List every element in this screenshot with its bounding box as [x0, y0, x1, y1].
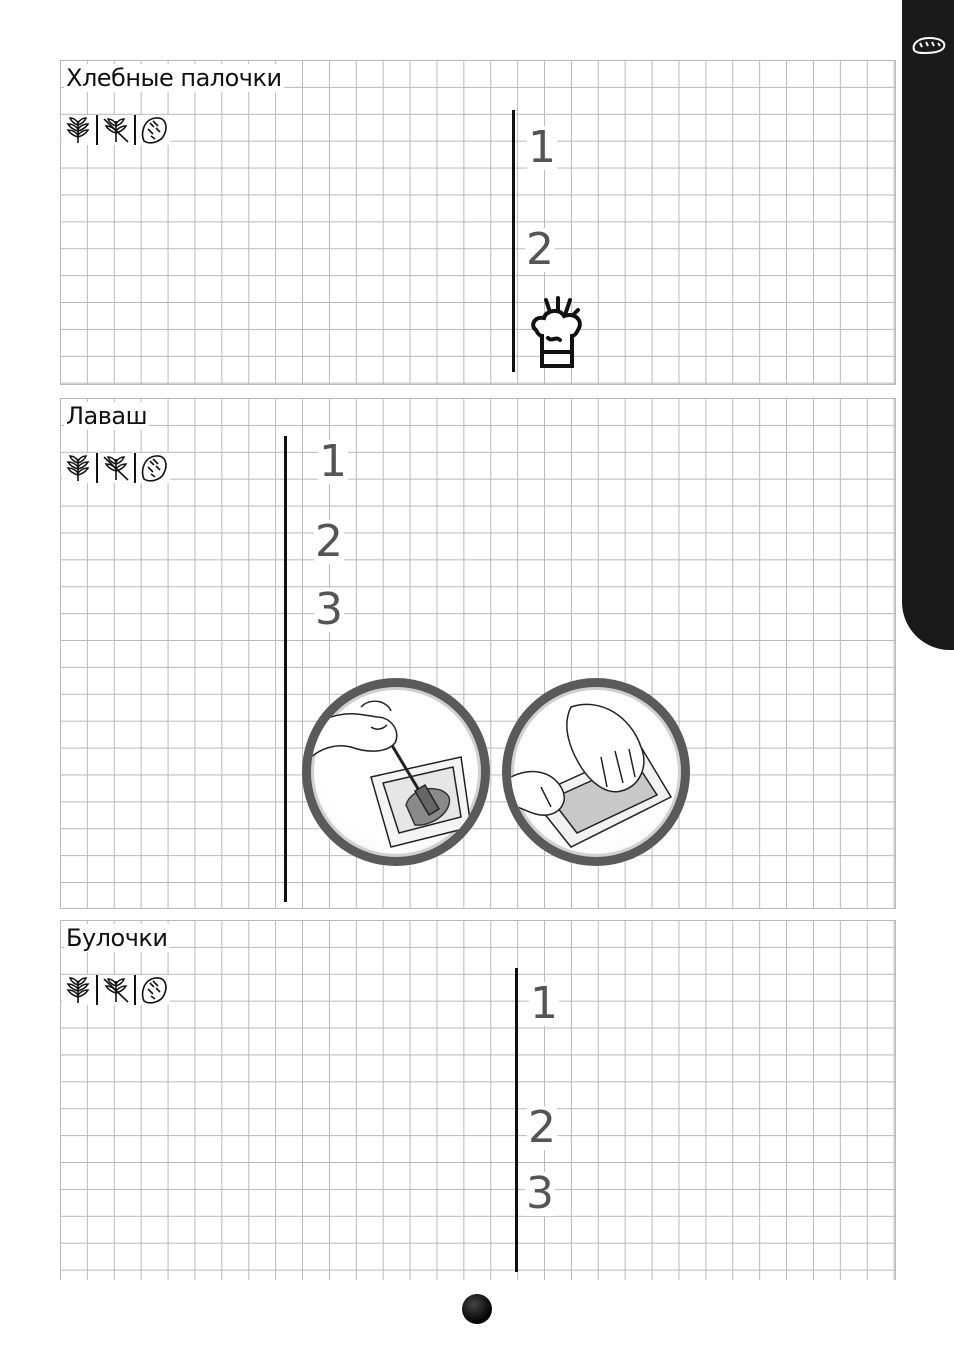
step-number: 2	[528, 1102, 556, 1153]
icon-separator	[96, 975, 98, 1005]
wheat-icon	[62, 115, 94, 145]
folding-dough-photo	[502, 678, 690, 866]
step-number: 3	[315, 584, 343, 635]
icon-separator	[134, 453, 136, 483]
recipe-section-buns	[60, 920, 896, 1280]
page-marker-dot	[462, 1294, 492, 1324]
no-wheat-icon	[100, 453, 132, 483]
icon-separator	[96, 115, 98, 145]
recipe-section-lavash	[60, 398, 896, 909]
chef-hat-icon	[528, 296, 588, 378]
section-title: Лаваш	[66, 402, 148, 430]
bread-icon	[138, 453, 170, 483]
wheat-icon	[62, 975, 94, 1005]
step-number: 3	[526, 1168, 554, 1219]
step-number: 2	[315, 516, 343, 567]
recipe-icons	[62, 115, 170, 145]
steps-divider	[515, 968, 518, 1272]
steps-divider	[512, 110, 515, 372]
baguette-icon	[910, 34, 948, 60]
brushing-dough-photo	[302, 678, 490, 866]
step-number: 1	[319, 436, 347, 487]
icon-separator	[96, 453, 98, 483]
recipe-icons	[62, 453, 170, 483]
step-number: 2	[526, 224, 554, 275]
recipe-section-breadsticks	[60, 60, 896, 385]
bread-icon	[138, 975, 170, 1005]
wheat-icon	[62, 453, 94, 483]
section-title: Булочки	[66, 924, 168, 952]
recipe-icons	[62, 975, 170, 1005]
icon-separator	[134, 115, 136, 145]
no-wheat-icon	[100, 975, 132, 1005]
icon-separator	[134, 975, 136, 1005]
bread-icon	[138, 115, 170, 145]
section-title: Хлебные палочки	[66, 64, 282, 92]
no-wheat-icon	[100, 115, 132, 145]
step-number: 1	[530, 978, 558, 1029]
step-number: 1	[528, 122, 556, 173]
chapter-tab	[902, 0, 954, 650]
steps-divider	[284, 436, 287, 902]
